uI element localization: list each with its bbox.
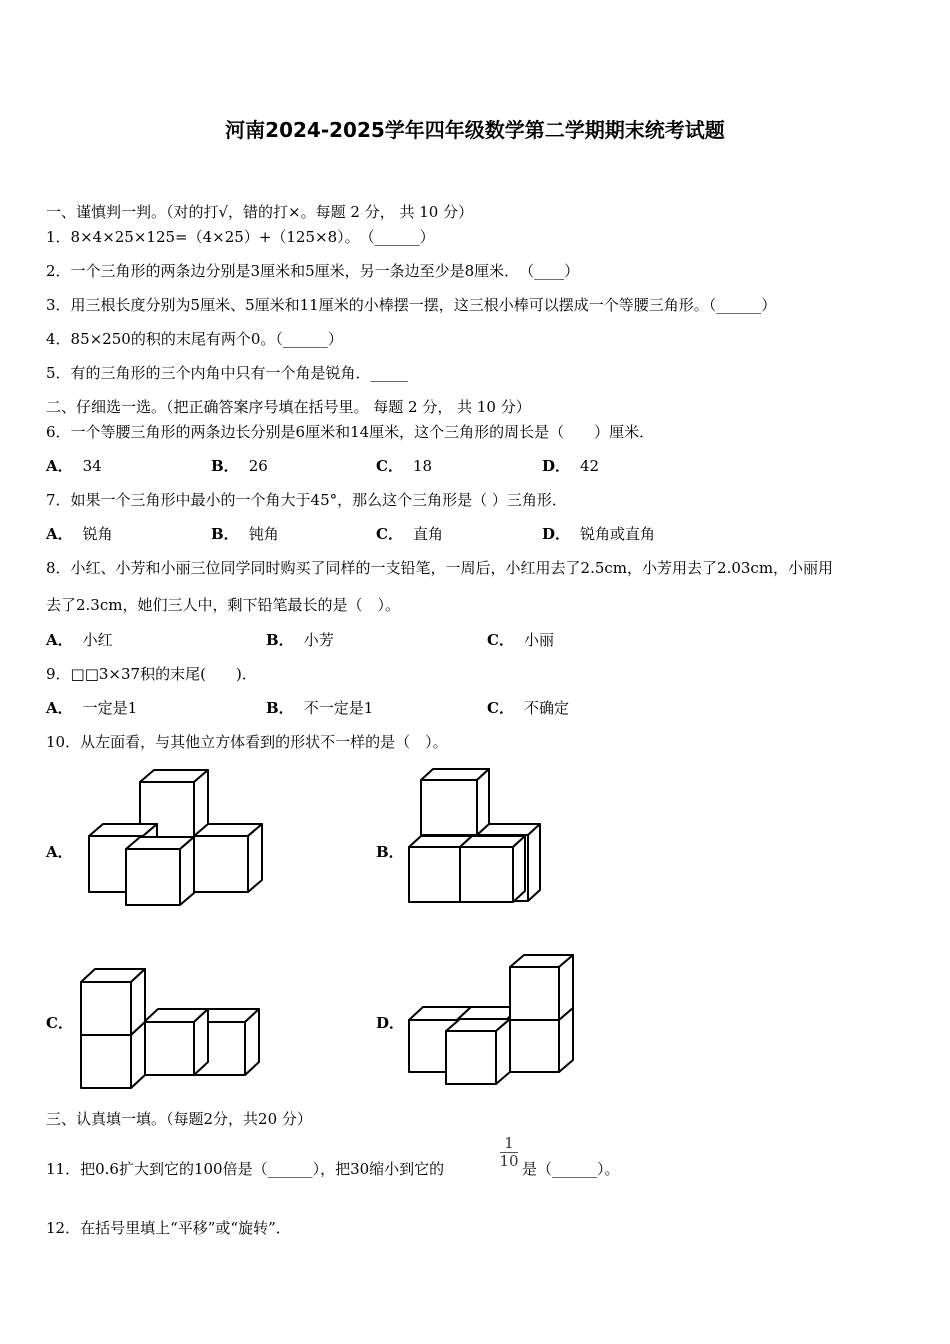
- figure-a-cubes: [80, 760, 270, 910]
- option-b: B． 26: [211, 457, 268, 475]
- page-title: 河南2024-2025学年四年级数学第二学期期末统考试题: [225, 118, 725, 142]
- question-3: 3．用三根长度分别为5厘米、5厘米和11厘米的小棒摆一摆，这三根小棒可以摆成一个等腰三角形。（______）: [46, 296, 777, 314]
- question-1: 1．8×4×25×125=（4×25）+（125×8）。 （______）: [46, 228, 435, 246]
- fraction-denominator: 10: [499, 1152, 519, 1170]
- question-10: 10．从左面看，与其他立方体看到的形状不一样的是（ ）。: [46, 733, 448, 751]
- question-8-line-2: 去了2.3cm，她们三人中，剩下铅笔最长的是（ ）。: [46, 596, 400, 614]
- option-d: D． 42: [542, 457, 600, 475]
- fraction-numerator: 1: [504, 1134, 514, 1152]
- figure-d-cubes: [405, 950, 580, 1090]
- figure-c-cubes: [76, 962, 266, 1094]
- figure-b-cubes: [405, 760, 545, 910]
- option-c: C． 小丽: [487, 631, 554, 649]
- question-6: 6．一个等腰三角形的两条边长分别是6厘米和14厘米，这个三角形的周长是（ ）厘米．: [46, 423, 655, 441]
- option-a: A． 小红: [46, 631, 113, 649]
- section-3-heading: 三、认真填一填。（每题2分，共20 分）: [46, 1110, 312, 1128]
- section-1-heading: 一、谨慎判一判。（对的打√，错的打×。每题 2 分， 共 10 分）: [46, 203, 474, 221]
- option-b: B． 不一定是1: [266, 699, 374, 717]
- option-b: B． 钝角: [211, 525, 279, 543]
- section-2-heading: 二、仔细选一选。（把正确答案序号填在括号里。 每题 2 分， 共 10 分）: [46, 398, 531, 416]
- option-b: B． 小芳: [266, 631, 334, 649]
- option-c: C． 18: [376, 457, 433, 475]
- question-4: 4．85×250的积的末尾有两个0。（______）: [46, 330, 343, 348]
- option-d: D． 锐角或直角: [542, 525, 656, 543]
- question-12: 12．在括号里填上“平移”或“旋转”．: [46, 1219, 291, 1237]
- question-2: 2．一个三角形的两条边分别是3厘米和5厘米，另一条边至少是8厘米． （____）: [46, 262, 580, 280]
- figure-c-label: C．: [46, 1014, 73, 1032]
- fraction-one-tenth: [498, 1135, 520, 1170]
- question-11-part-2: 是（______）。: [522, 1160, 620, 1178]
- question-11-part-1: 11．把0.6扩大到它的100倍是（______），把30缩小到它的: [46, 1160, 445, 1178]
- figure-b-label: B．: [376, 843, 404, 861]
- option-c: C． 直角: [376, 525, 443, 543]
- question-7: 7．如果一个三角形中最小的一个角大于45°，那么这个三角形是（ ）三角形．: [46, 491, 567, 509]
- figure-d-label: D．: [376, 1014, 405, 1032]
- option-c: C． 不确定: [487, 699, 569, 717]
- option-a: A． 34: [46, 457, 102, 475]
- option-a: A． 锐角: [46, 525, 113, 543]
- option-a: A． 一定是1: [46, 699, 138, 717]
- question-9: 9．□□3×37积的末尾( )．: [46, 665, 257, 683]
- figure-a-label: A．: [46, 843, 73, 861]
- question-8-line-1: 8．小红、小芳和小丽三位同学同时购买了同样的一支铅笔，一周后，小红用去了2.5cm，小芳用去了2.03cm，小丽用: [46, 559, 834, 577]
- question-5: 5．有的三角形的三个内角中只有一个角是锐角．_____: [46, 364, 409, 382]
